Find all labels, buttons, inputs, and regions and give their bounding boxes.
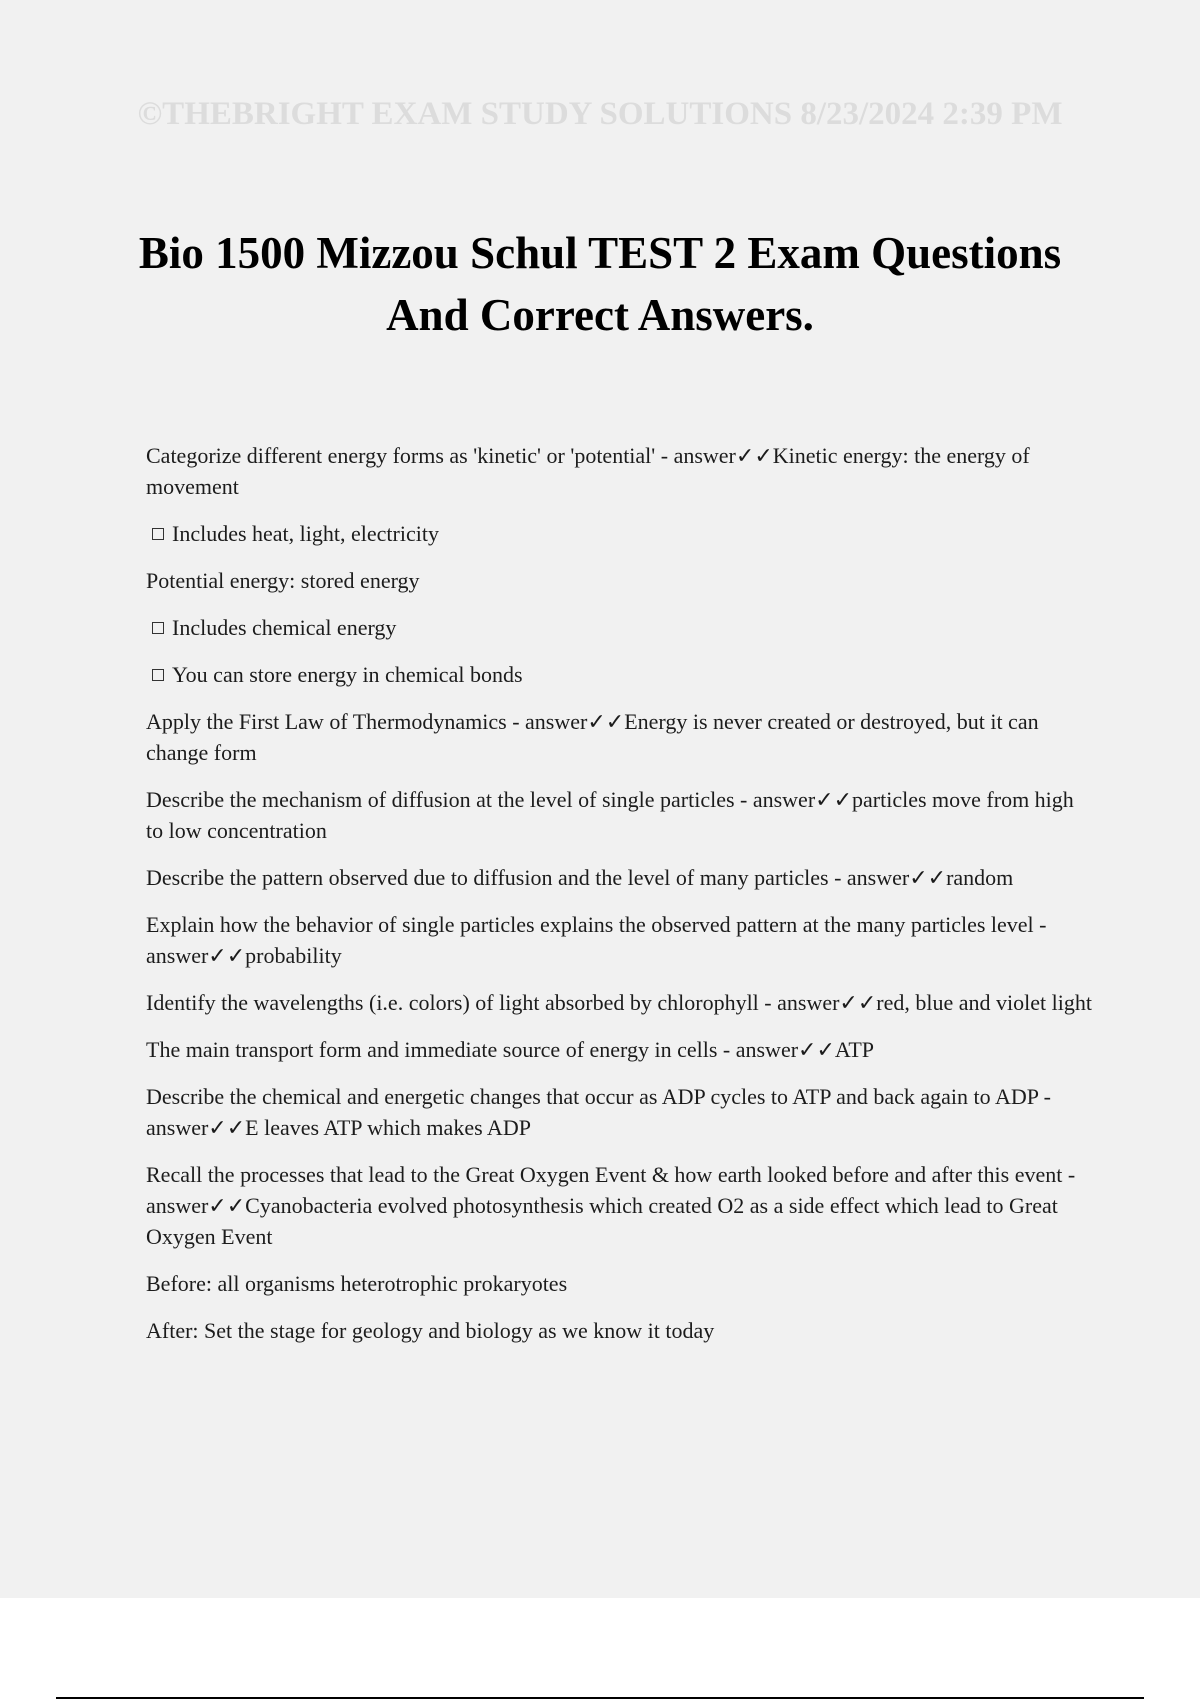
bullet-text: Includes heat, light, electricity bbox=[172, 521, 439, 546]
checkbox-bullet-icon bbox=[152, 669, 164, 681]
page-title: Bio 1500 Mizzou Schul TEST 2 Exam Questions And Correct Answers. bbox=[138, 228, 1062, 340]
watermark: ©THEBRIGHT EXAM STUDY SOLUTIONS 8/23/2024 2:39 PM bbox=[137, 96, 1063, 132]
qa-item: Apply the First Law of Thermodynamics - answer✓✓Energy is never created or destroyed, but it can change form bbox=[146, 709, 1039, 765]
page-divider bbox=[56, 1697, 1144, 1699]
text-line: After: Set the stage for geology and biology as we know it today bbox=[146, 1318, 715, 1343]
bullet-item bbox=[146, 612, 1096, 643]
qa-item: Describe the mechanism of diffusion at the level of single particles - answer✓✓particles move from high to low concentration bbox=[146, 787, 1074, 843]
qa-item: The main transport form and immediate source of energy in cells - answer✓✓ATP bbox=[146, 1037, 875, 1062]
text-line: Before: all organisms heterotrophic prokaryotes bbox=[146, 1271, 568, 1296]
bullet-text: You can store energy in chemical bonds bbox=[172, 662, 523, 687]
bullet-item bbox=[146, 518, 1096, 549]
checkbox-bullet-icon bbox=[152, 528, 164, 540]
qa-item: Describe the chemical and energetic changes that occur as ADP cycles to ATP and back again to ADP - answer✓✓E leaves ATP which makes ADP bbox=[146, 1084, 1051, 1140]
text-line: Potential energy: stored energy bbox=[146, 568, 420, 593]
qa-item: Identify the wavelengths (i.e. colors) of light absorbed by chlorophyll - answer✓✓red, blue and violet light bbox=[146, 990, 1092, 1015]
qa-item: Categorize different energy forms as 'kinetic' or 'potential' - answer✓✓Kinetic energy: the energy of movement bbox=[146, 443, 1030, 499]
qa-item: Recall the processes that lead to the Great Oxygen Event & how earth looked before and after this event - answer✓✓Cyanobacteria evolved photosynthesis which created O2 as a side effect which lead to Great Oxygen Event bbox=[146, 1162, 1076, 1249]
qa-content bbox=[146, 440, 1096, 1362]
bullet-item bbox=[146, 659, 1096, 690]
qa-item: Explain how the behavior of single particles explains the observed pattern at the many particles level - answer✓✓probability bbox=[146, 912, 1047, 968]
bullet-text: Includes chemical energy bbox=[172, 615, 397, 640]
qa-item: Describe the pattern observed due to diffusion and the level of many particles - answer✓✓random bbox=[146, 865, 1014, 890]
checkbox-bullet-icon bbox=[152, 622, 164, 634]
